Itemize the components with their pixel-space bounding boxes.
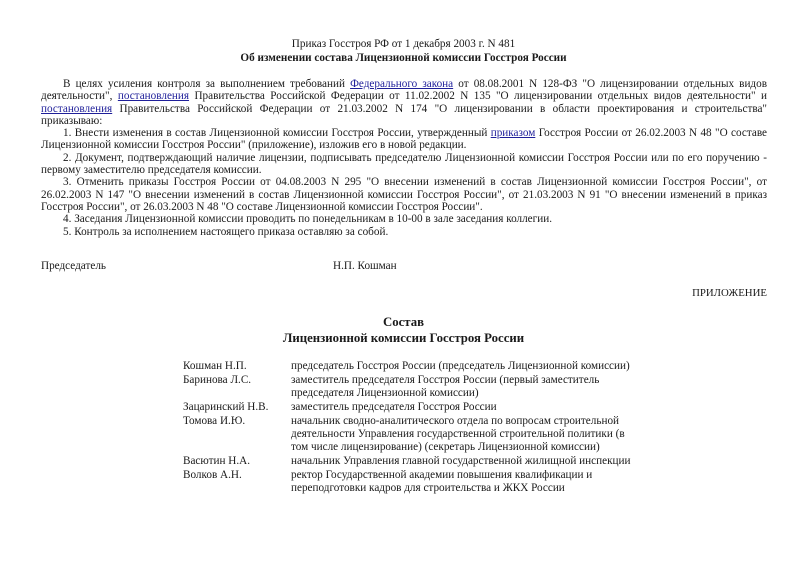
member-role: ректор Государственной академии повышения квалификации и переподготовки кадров для строительства и ЖКХ России — [291, 469, 593, 494]
paragraph-4: 4. Заседания Лицензионной комиссии проводить по понедельникам в 10-00 в зале заседания коллегии. — [63, 213, 553, 226]
member-row — [183, 455, 643, 468]
member-row — [183, 401, 643, 414]
member-name: Волков А.Н. — [183, 469, 242, 481]
appendix-subtitle: Лицензионной комиссии Госстроя России — [282, 331, 525, 345]
member-role: начальник Управления главной государственной жилищной инспекции — [291, 455, 631, 467]
order-subject: Об изменении состава Лицензионной комиссии Госстроя России — [240, 52, 567, 64]
member-name: Томова И.Ю. — [183, 415, 246, 427]
order-body — [41, 78, 767, 238]
member-role: председатель Госстроя России (председатель Лицензионной комиссии) — [291, 360, 630, 372]
member-role: заместитель председателя Госстроя России — [291, 401, 497, 413]
paragraph-2: 2. Документ, подтверждающий наличие лицензии, подписывать председателю Лицензионной комиссии Госстроя России или по его поручению - первому заместителю председателя комиссии. — [41, 151, 767, 177]
link-order-48[interactable]: приказом — [490, 127, 536, 140]
paragraph-5: 5. Контроль за исполнением настоящего приказа оставляю за собой. — [63, 225, 389, 238]
member-name: Баринова Л.С. — [183, 374, 252, 386]
paragraph-3: 3. Отменить приказы Госстроя России от 04.08.2003 N 295 "О внесении изменений в состав Лицензионной комиссии Госстроя России", от 26.02.2003 N 147 "О внесении изменений в состав Лицензионной комиссии Госстроя России", от 21.03.2003 N 91 "О внесении изменений в приказ Госстроя России", от 26.03.2003 N 48 "О составе Лицензионной комиссии Госстроя России". — [41, 176, 767, 213]
member-role: начальник сводно-аналитического отдела по вопросам строительной деятельности Управления государственной строительной политики (в том числе лицензирование) (секретарь Лицензионной комиссии) — [291, 415, 625, 453]
link-federal-law[interactable]: Федерального закона — [350, 78, 454, 90]
member-row — [183, 360, 643, 373]
commission-members — [183, 360, 643, 496]
appendix-title: Состав — [382, 315, 425, 329]
signature-name: Н.П. Кошман — [333, 260, 397, 272]
paragraph-preamble: В целях усиления контроля за выполнением требований Федерального закона от 08.08.2001 N 128-ФЗ "О лицензировании отдельных видов деятельности", постановления Правительства Российской Федерации от 11.02.2002 N 135 "О лицензировании отдельных видов деятельности" и постановления Правительства Российской Федерации от 21.03.2002 N 174 "О лицензировании в области проектирования и строительства" приказываю: — [41, 78, 767, 127]
member-name: Васютин Н.А. — [183, 455, 251, 467]
member-row — [183, 469, 643, 495]
member-name: Зацаринский Н.В. — [183, 401, 269, 413]
link-resolution-174[interactable]: постановления — [41, 102, 113, 115]
member-row — [183, 374, 643, 400]
member-row — [183, 415, 643, 454]
signature-position: Председатель — [41, 260, 107, 272]
order-title: Приказ Госстроя РФ от 1 декабря 2003 г. N 481 — [291, 38, 516, 50]
link-resolution-135[interactable]: постановления — [117, 90, 190, 103]
paragraph-1: 1. Внести изменения в состав Лицензионной комиссии Госстроя России, утвержденный приказом Госстроя России от 26.02.2003 N 48 "О составе Лицензионной комиссии Госстроя России" (приложение), изложив его в новой редакции. — [41, 127, 767, 152]
appendix-label: ПРИЛОЖЕНИЕ — [692, 287, 767, 299]
member-role: заместитель председателя Госстроя России (первый заместитель председателя Лицензионной комиссии) — [291, 374, 600, 399]
member-name: Кошман Н.П. — [183, 360, 247, 372]
